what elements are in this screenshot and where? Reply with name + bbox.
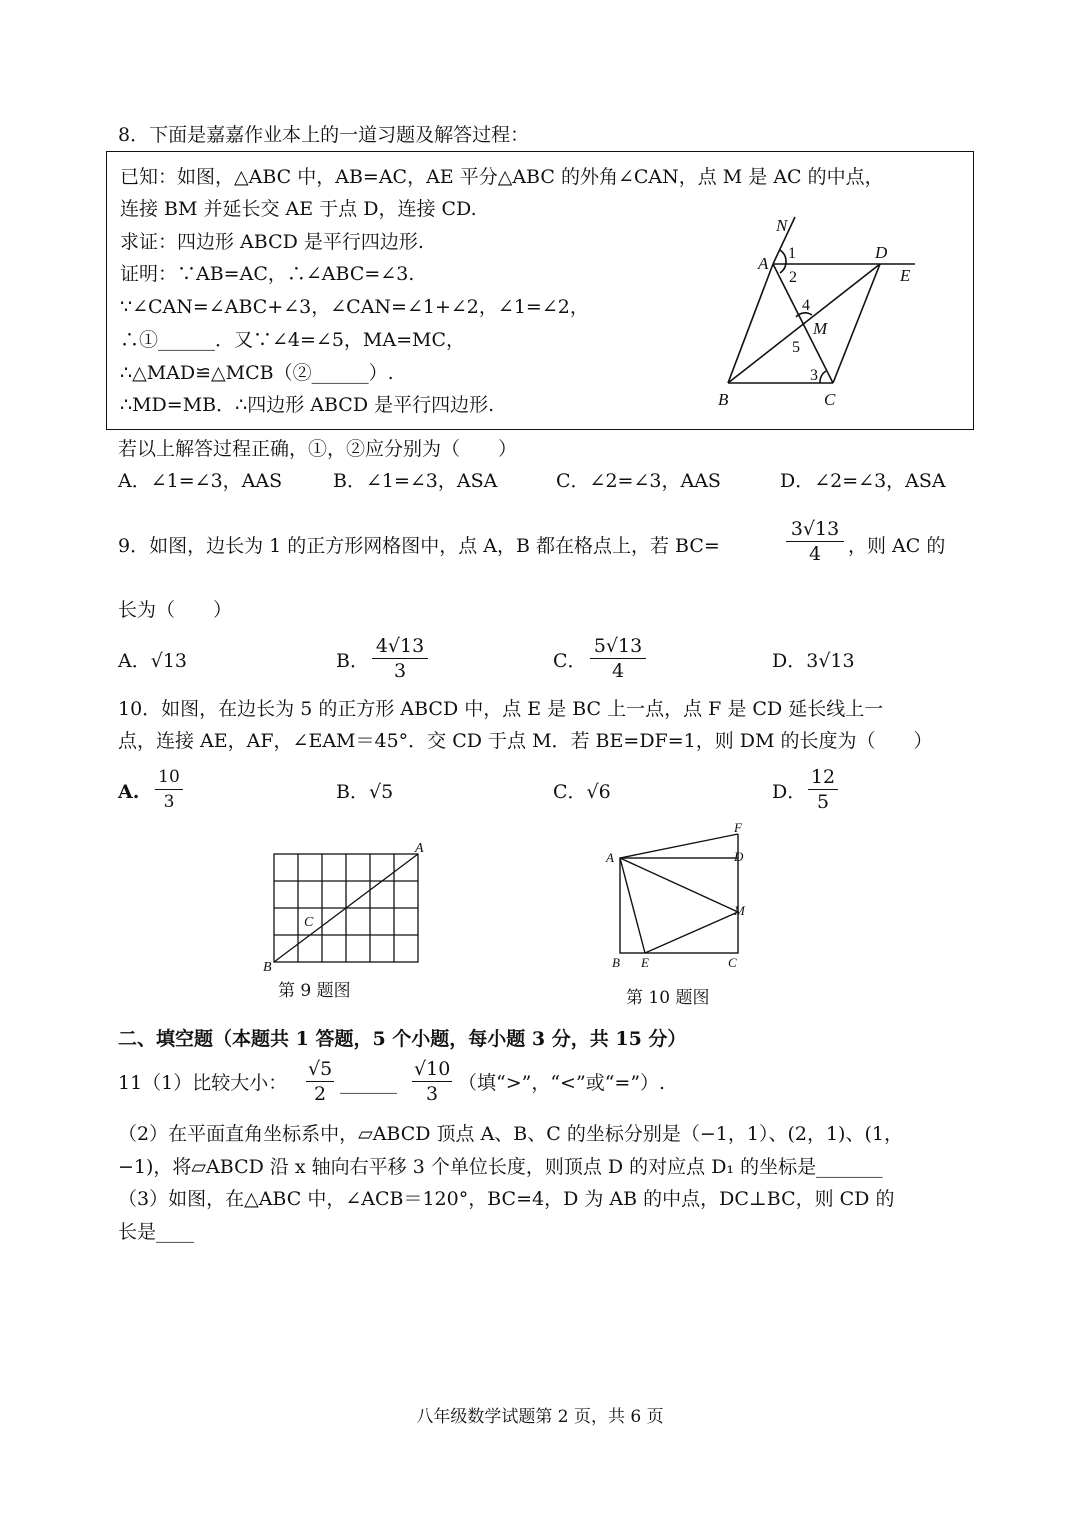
- q8-box-line: ∴△MAD≌△MCB（②______）.: [120, 362, 394, 384]
- q11-fraction-2-den: 3: [425, 1083, 439, 1105]
- label-B: B: [718, 390, 729, 409]
- q11-blank-1[interactable]: ______: [340, 1072, 397, 1094]
- q10-option-b-label: B．: [336, 781, 369, 803]
- q9-stem-line2: 长为（ ）: [118, 599, 233, 621]
- q9-stem: 9．如图，边长为 1 的正方形网格图中，点 A，B 都在格点上，若 BC=: [118, 535, 720, 557]
- label-D: D: [875, 243, 888, 262]
- q8-question: 若以上解答过程正确，①，②应分别为（ ）: [118, 438, 518, 460]
- label-B: B: [263, 960, 272, 973]
- q10-option-c-value: √6: [586, 781, 611, 803]
- q11-fraction-2-num: √10: [414, 1058, 451, 1080]
- q9-option-b-fraction[interactable]: [372, 634, 428, 683]
- q9-option-b-num: 4√13: [372, 634, 428, 659]
- q11-part2-line2: −1)，将▱ABCD 沿 x 轴向右平移 3 个单位长度，则顶点 D 的对应点 D₁ 的坐标是_______: [118, 1156, 883, 1178]
- q8-option-d[interactable]: D．∠2=∠3，ASA: [780, 470, 946, 492]
- page-footer: 八年级数学试题第 2 页，共 6 页: [416, 1407, 664, 1427]
- label-C: C: [304, 915, 314, 930]
- q10-option-c-label: C．: [553, 781, 587, 803]
- q9-option-a[interactable]: [118, 648, 187, 674]
- label-M: M: [813, 319, 828, 338]
- q8-option-c[interactable]: C．∠2=∠3，AAS: [556, 470, 721, 492]
- segment-EM: [645, 912, 738, 953]
- label-E: E: [900, 266, 911, 285]
- q9-option-d-value: 3√13: [806, 650, 855, 672]
- label-angle-3: 3: [810, 367, 818, 384]
- q8-box-line: 证明：∵AB=AC，∴∠ABC=∠3.: [120, 263, 415, 285]
- q9-bc-num: 3√13: [786, 517, 844, 542]
- q9-option-b-den: 3: [393, 660, 407, 682]
- q10-stem-line1: 10．如图，在边长为 5 的正方形 ABCD 中，点 E 是 BC 上一点，点 F 是 CD 延长线上一: [118, 698, 884, 720]
- label-A: A: [758, 254, 769, 273]
- q8-box-line: 求证：四边形 ABCD 是平行四边形.: [120, 231, 424, 253]
- q10-stem-line2: 点，连接 AE，AF，∠EAM＝45°．交 CD 于点 M．若 BE=DF=1，则 DM 的长度为（ ）: [118, 730, 933, 752]
- q11-fraction-1-den: 2: [313, 1083, 327, 1105]
- label-angle-2: 2: [789, 269, 797, 286]
- q10-option-d-fraction[interactable]: [808, 765, 838, 814]
- label-N: N: [776, 216, 788, 235]
- q11-fraction-1: [306, 1057, 334, 1106]
- q11-part3-line2: 长是____: [118, 1221, 195, 1243]
- q10-option-a-label[interactable]: A.: [118, 781, 140, 803]
- label-angle-1: 1: [788, 245, 796, 262]
- q10-option-a-fraction[interactable]: [155, 765, 183, 814]
- q9-option-c-label[interactable]: C．: [553, 650, 587, 672]
- q8-stem: 8．下面是嘉嘉作业本上的一道习题及解答过程：: [118, 124, 530, 146]
- label-M: M: [734, 903, 745, 918]
- q10-option-a-den: 3: [163, 792, 175, 812]
- q11-fraction-1-num: √5: [308, 1058, 333, 1080]
- segment-AM: [620, 858, 738, 912]
- q8-figure: [700, 205, 940, 415]
- q10-option-c[interactable]: [553, 779, 611, 805]
- label-D: D: [734, 849, 744, 864]
- q10-option-b-value: √5: [368, 781, 394, 803]
- q10-option-d-num: 12: [808, 765, 838, 790]
- q9-caption: 第 9 题图: [278, 981, 351, 1001]
- segment-AF: [620, 834, 738, 858]
- q9-figure: [258, 838, 433, 973]
- q8-box-line: ∴MD=MB．∴四边形 ABCD 是平行四边形.: [120, 394, 495, 416]
- q9-option-c-den: 4: [611, 660, 625, 682]
- q9-bc-den: 4: [808, 543, 822, 565]
- segment-AE: [620, 858, 645, 953]
- q11-part2-line1: （2）在平面直角坐标系中，▱ABCD 顶点 A、B、C 的坐标分别是（−1，1）、(2，1)、(1，: [118, 1123, 903, 1145]
- label-B: B: [612, 955, 620, 970]
- label-angle-5: 5: [792, 339, 800, 356]
- q9-option-c-num: 5√13: [590, 634, 646, 659]
- q10-option-d-den: 5: [816, 791, 830, 813]
- q8-box-line: ∵∠CAN=∠ABC+∠3，∠CAN=∠1+∠2，∠1=∠2，: [120, 296, 589, 318]
- label-angle-4: 4: [802, 297, 810, 314]
- q9-option-b-label[interactable]: B．: [336, 650, 369, 672]
- q9-option-a-label: A．: [118, 650, 151, 672]
- q9-stem-tail: ，则 AC 的: [848, 535, 946, 557]
- label-A: A: [606, 850, 614, 865]
- label-C: C: [728, 955, 737, 970]
- angle-arc-A: [780, 250, 786, 273]
- q11-part1-tail: （填“>”，“<”或“=”）.: [458, 1072, 666, 1094]
- angle-arc-C: [820, 371, 826, 383]
- q8-option-b[interactable]: B．∠1=∠3，ASA: [333, 470, 498, 492]
- label-F: F: [734, 820, 742, 835]
- label-A: A: [415, 841, 424, 856]
- q10-option-b[interactable]: [336, 779, 393, 805]
- q11-part1: 11（1）比较大小：: [118, 1072, 288, 1094]
- label-E: E: [641, 955, 649, 970]
- q10-option-a-num: 10: [155, 765, 183, 790]
- q10-option-d-label[interactable]: D．: [772, 781, 807, 803]
- q9-option-d[interactable]: [772, 648, 855, 674]
- section-2-title: 二、填空题（本题共 1 答题，5 个小题，每小题 3 分，共 15 分）: [118, 1028, 687, 1050]
- q9-option-d-label: D．: [772, 650, 807, 672]
- q9-option-a-value: √13: [150, 650, 188, 672]
- q10-figure: [600, 820, 760, 970]
- q8-box-line: ∴①______．又∵∠4=∠5，MA=MC，: [120, 329, 466, 351]
- q8-box-line: 已知：如图，△ABC 中，AB=AC，AE 平分△ABC 的外角∠CAN，点 M 是 AC 的中点，: [120, 166, 884, 188]
- q11-fraction-2: [412, 1057, 452, 1106]
- q11-part3-line1: （3）如图，在△ABC 中，∠ACB＝120°，BC=4，D 为 AB 的中点，DC⊥BC，则 CD 的: [118, 1188, 895, 1210]
- label-C: C: [824, 390, 836, 409]
- q9-option-c-fraction[interactable]: [590, 634, 646, 683]
- q8-option-a[interactable]: A．∠1=∠3，AAS: [118, 470, 283, 492]
- q8-box-line: 连接 BM 并延长交 AE 于点 D，连接 CD.: [120, 198, 477, 220]
- q9-bc-fraction: [786, 517, 844, 566]
- q10-caption: 第 10 题图: [626, 988, 710, 1008]
